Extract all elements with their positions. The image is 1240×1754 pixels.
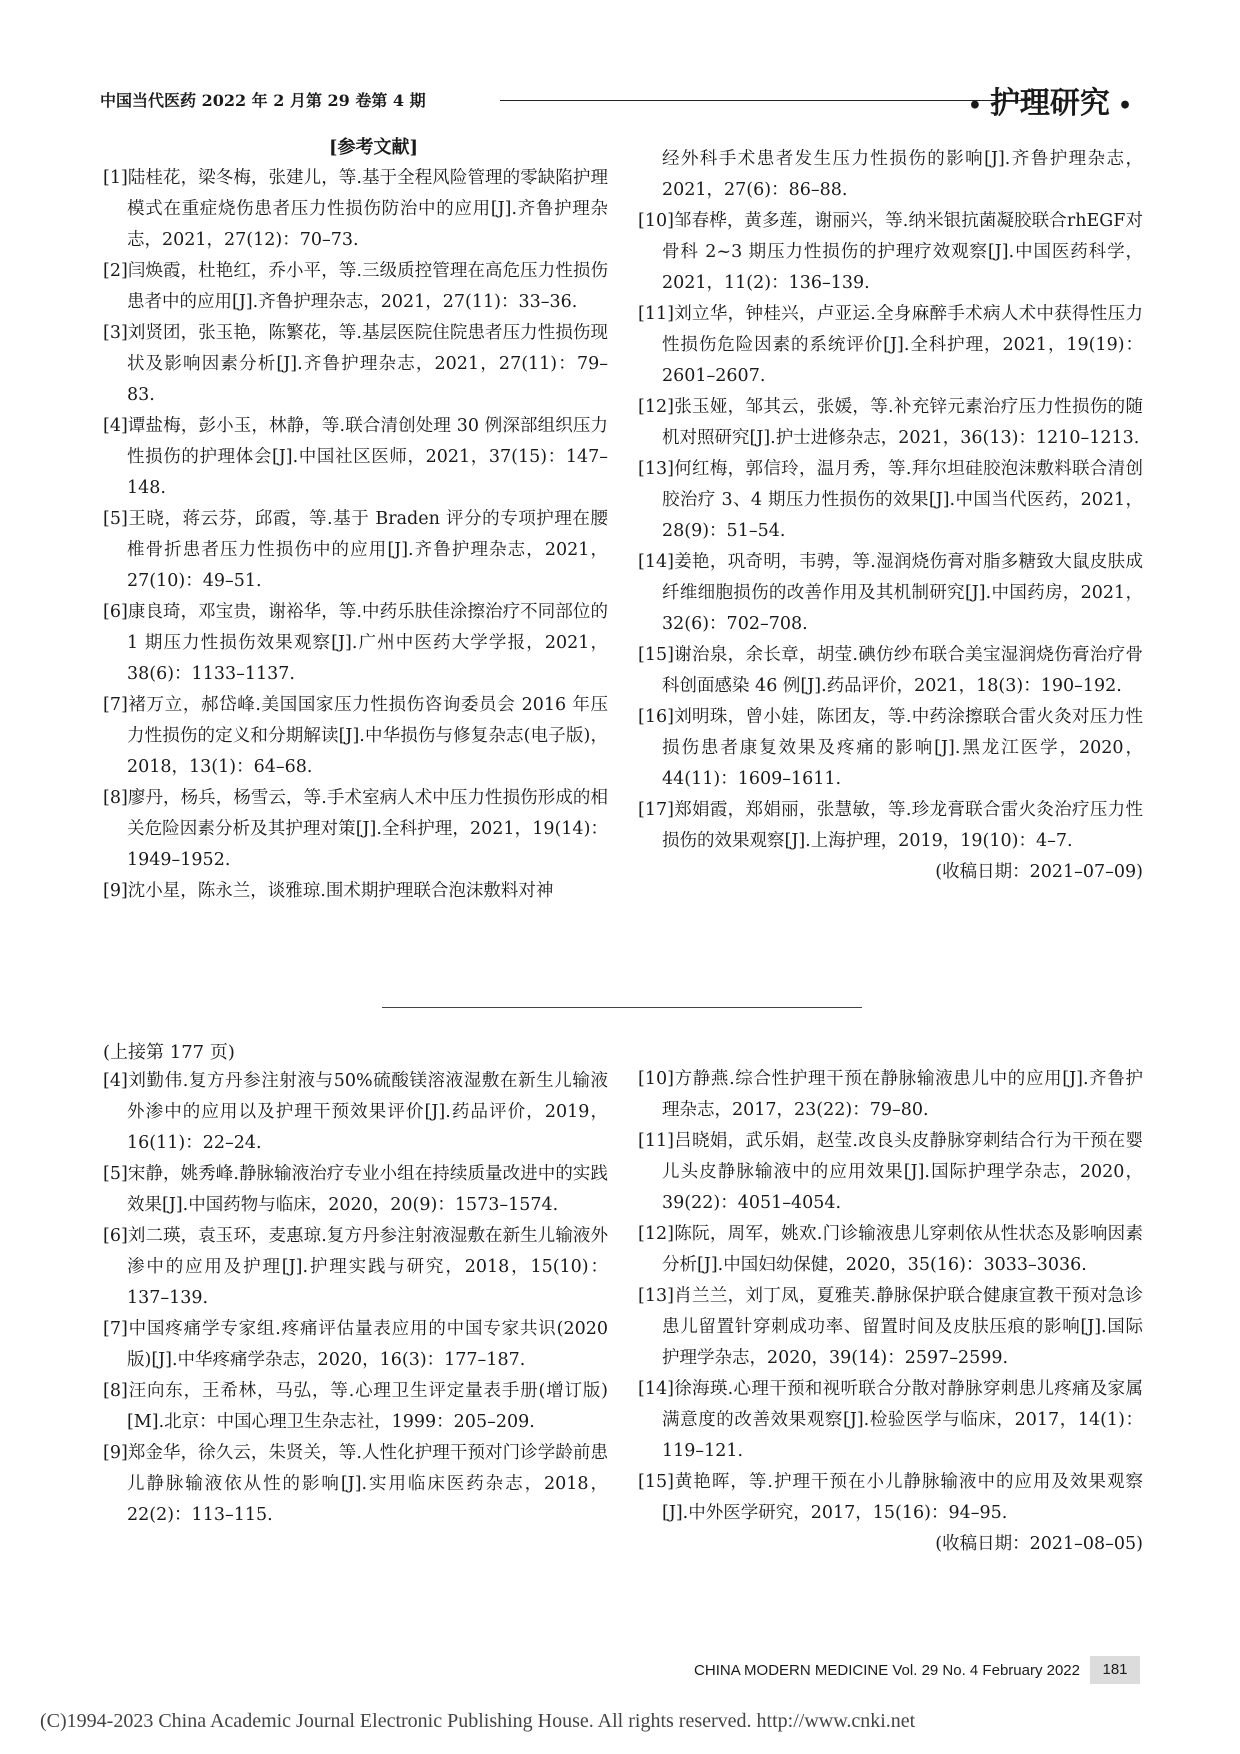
reference-item: [14]徐海瑛.心理干预和视听联合分散对静脉穿刺患儿疼痛及家属满意度的改善效果观察[J].检验医学与临床，2017，14(1)：119–121. [638, 1379, 1143, 1461]
reference-item: [13]何红梅，郭信玲，温月秀，等.拜尔坦硅胶泡沫敷料联合清创胶治疗 3、4 期压力性损伤的效果[J].中国当代医药，2021，28(9)：51–54. [638, 459, 1143, 541]
received-date: (收稿日期：2021–08–05) [935, 1534, 1143, 1554]
reference-item: [4]刘勤伟.复方丹参注射液与50%硫酸镁溶液湿敷在新生儿输液外渗中的应用以及护理干预效果评价[J].药品评价，2019，16(11)：22–24. [103, 1071, 608, 1153]
reference-item: [2]闫焕霞，杜艳红，乔小平，等.三级质控管理在高危压力性损伤患者中的应用[J].齐鲁护理杂志，2021，27(11)：33–36. [103, 261, 608, 312]
reference-item: [6]刘二瑛，袁玉环，麦惠琼.复方丹参注射液湿敷在新生儿输液外渗中的应用及护理[J].护理实践与研究，2018，15(10)：137–139. [103, 1226, 608, 1308]
references-heading: [参考文献] [328, 137, 419, 158]
continued-from-note: (上接第 177 页) [103, 1042, 235, 1063]
reference-item: [7]中国疼痛学专家组.疼痛评估量表应用的中国专家共识(2020 版)[J].中华疼痛学杂志，2020，16(3)：177–187. [103, 1319, 608, 1370]
page-number: 181 [1090, 1656, 1140, 1684]
reference-item: [12]陈阮，周军，姚欢.门诊输液患儿穿刺依从性状态及影响因素分析[J].中国妇幼保健，2020，35(16)：3033–3036. [638, 1224, 1143, 1275]
reference-item: [17]郑娟霞，郑娟丽，张慧敏，等.珍龙膏联合雷火灸治疗压力性损伤的效果观察[J].上海护理，2019，19(10)：4–7. [638, 800, 1143, 851]
section-title-text: 护理研究 [989, 86, 1110, 121]
bullet-icon: • [967, 93, 982, 119]
reference-item: [8]汪向东，王希林，马弘，等.心理卫生评定量表手册(增订版)[M].北京：中国心理卫生杂志社，1999：205–209. [103, 1381, 608, 1432]
reference-item: [14]姜艳，巩奇明，韦骋，等.湿润烧伤膏对脂多糖致大鼠皮肤成纤维细胞损伤的改善作用及其机制研究[J].中国药房，2021，32(6)：702–708. [638, 552, 1143, 634]
header-rule [500, 100, 1030, 101]
reference-item: [15]谢治泉，余长章，胡莹.碘仿纱布联合美宝湿润烧伤膏治疗骨科创面感染 46 例[J].药品评价，2021，18(3)：190–192. [638, 645, 1143, 696]
reference-item: [16]刘明珠，曾小娃，陈团友，等.中药涂擦联合雷火灸对压力性损伤患者康复效果及疼痛的影响[J].黑龙江医学，2020，44(11)：1609–1611. [638, 707, 1143, 789]
reference-item: [5]王晓，蒋云芬，邱霞，等.基于 Braden 评分的专项护理在腰椎骨折患者压力性损伤中的应用[J].齐鲁护理杂志，2021，27(10)：49–51. [103, 509, 608, 591]
references-top-right [638, 144, 1143, 888]
references-bottom-right [638, 1064, 1143, 1560]
section-divider [382, 1007, 862, 1008]
reference-item: [10]方静燕.综合性护理干预在静脉输液患儿中的应用[J].齐鲁护理杂志，2017，23(22)：79–80. [638, 1069, 1143, 1120]
footer-journal-info: CHINA MODERN MEDICINE Vol. 29 No. 4 February 2022 [694, 1662, 1080, 1679]
page-header [100, 78, 1140, 124]
reference-item: [10]邹春桦，黄多莲，谢丽兴，等.纳米银抗菌凝胶联合rhEGF对骨科 2~3 期压力性损伤的护理疗效观察[J].中国医药科学，2021，11(2)：136–139. [638, 211, 1143, 293]
reference-item: [7]褚万立，郝岱峰.美国国家压力性损伤咨询委员会 2016 年压力性损伤的定义和分期解读[J].中华损伤与修复杂志(电子版)，2018，13(1)：64–68. [103, 695, 608, 777]
reference-continuation: 经外科手术患者发生压力性损伤的影响[J].齐鲁护理杂志，2021，27(6)：86–88. [662, 149, 1143, 200]
references-top-left [103, 132, 608, 907]
reference-item: [3]刘贤团，张玉艳，陈繁花，等.基层医院住院患者压力性损伤现状及影响因素分析[J].齐鲁护理杂志，2021，27(11)：79–83. [103, 323, 608, 405]
reference-item: [11]吕晓娟，武乐娟，赵莹.改良头皮静脉穿刺结合行为干预在婴儿头皮静脉输液中的应用效果[J].国际护理学杂志，2020，39(22)：4051–4054. [638, 1131, 1143, 1213]
reference-item: [9]郑金华，徐久云，朱贤关，等.人性化护理干预对门诊学龄前患儿静脉输液依从性的影响[J].实用临床医药杂志，2018，22(2)：113–115. [103, 1443, 608, 1525]
reference-item: [11]刘立华，钟桂兴，卢亚运.全身麻醉手术病人术中获得性压力性损伤危险因素的系统评价[J].全科护理，2021，19(19)：2601–2607. [638, 304, 1143, 386]
section-title [960, 78, 1140, 122]
reference-item: [12]张玉娅，邹其云，张媛，等.补充锌元素治疗压力性损伤的随机对照研究[J].护士进修杂志，2021，36(13)：1210–1213. [638, 397, 1143, 448]
journal-issue-info: 中国当代医药 2022 年 2 月第 29 卷第 4 期 [100, 91, 426, 110]
bullet-icon: • [1117, 93, 1132, 119]
reference-item: [1]陆桂花，梁冬梅，张建儿，等.基于全程风险管理的零缺陷护理模式在重症烧伤患者压力性损伤防治中的应用[J].齐鲁护理杂志，2021，27(12)：70–73. [103, 168, 608, 250]
reference-item: [8]廖丹，杨兵，杨雪云，等.手术室病人术中压力性损伤形成的相关危险因素分析及其护理对策[J].全科护理，2021，19(14)：1949–1952. [103, 788, 608, 870]
reference-item: [5]宋静，姚秀峰.静脉输液治疗专业小组在持续质量改进中的实践效果[J].中国药物与临床，2020，20(9)：1573–1574. [103, 1164, 608, 1215]
reference-item: [13]肖兰兰，刘丁凤，夏雅芙.静脉保护联合健康宣教干预对急诊患儿留置针穿刺成功率、留置时间及皮肤压痕的影响[J].国际护理学杂志，2020，39(14)：2597–2599. [638, 1286, 1143, 1368]
reference-item: [9]沈小星，陈永兰，谈雅琼.围术期护理联合泡沫敷料对神 [103, 881, 554, 901]
received-date: (收稿日期：2021–07–09) [935, 862, 1143, 882]
reference-item: [4]谭盐梅，彭小玉，林静，等.联合清创处理 30 例深部组织压力性损伤的护理体会[J].中国社区医师，2021，37(15)：147–148. [103, 416, 608, 498]
copyright-notice: (C)1994-2023 China Academic Journal Electronic Publishing House. All rights reserved. http://www.cnki.net [40, 1710, 916, 1732]
reference-item: [15]黄艳晖，等.护理干预在小儿静脉输液中的应用及效果观察[J].中外医学研究，2017，15(16)：94–95. [638, 1472, 1143, 1523]
reference-item: [6]康良琦，邓宝贵，谢裕华，等.中药乐肤佳涂擦治疗不同部位的 1 期压力性损伤效果观察[J].广州中医药大学学报，2021，38(6)：1133–1137. [103, 602, 608, 684]
references-bottom-left [103, 1066, 608, 1531]
